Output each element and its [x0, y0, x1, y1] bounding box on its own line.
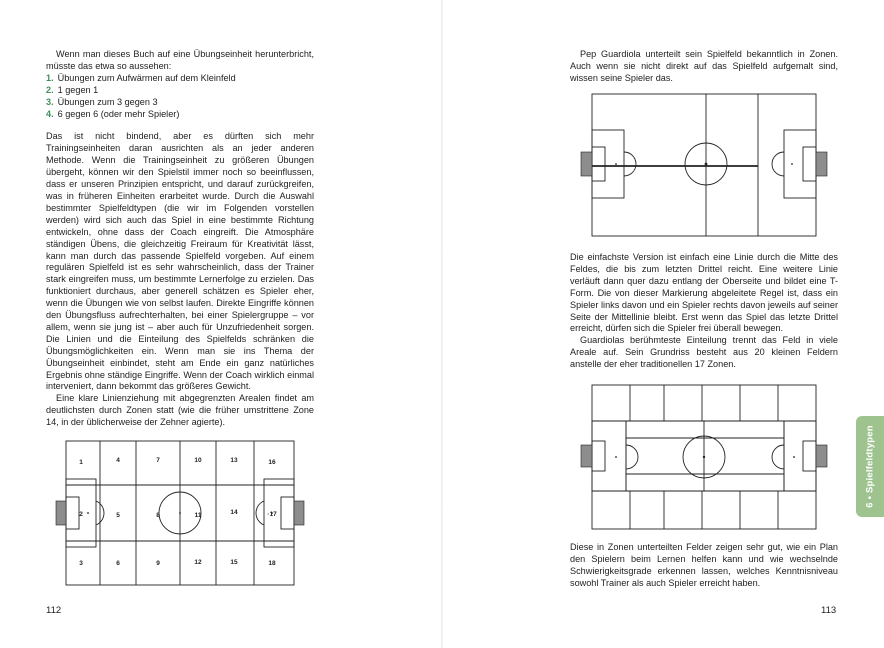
page-number-left: 112: [46, 605, 62, 616]
zone-pitch-20: [578, 383, 832, 531]
right-text-column-top: [570, 49, 838, 85]
zone-label: 13: [230, 457, 238, 464]
list-text: 6 gegen 6 (oder mehr Spieler): [57, 108, 180, 119]
zone-label: 3: [79, 560, 83, 567]
zone-label: 12: [194, 559, 202, 566]
zone-label: 7: [156, 457, 160, 464]
exercise-list: [46, 73, 314, 121]
list-number: 2.: [46, 84, 54, 95]
zone-label: 1: [79, 459, 83, 466]
zone-label: 6: [116, 560, 120, 567]
zone-label: 11: [194, 512, 202, 519]
list-number: 4.: [46, 108, 54, 119]
list-number: 1.: [46, 72, 54, 83]
right-text-column-bottom: [570, 542, 838, 590]
list-item: [46, 73, 314, 85]
zone-label: 18: [268, 560, 276, 567]
goal-right: [816, 152, 827, 176]
zone-label: ·17: [267, 511, 277, 518]
right-paragraph-4: Diese in Zonen unterteilten Felder zeigen sehr gut, wie ein Plan den Spielern beim Lernen helfen kann und wie wechselnde Schwierigkeitsgrade erkennen lassen, welches Kenntnisniveau sowohl Trainer als auch Spieler erreicht haben.: [570, 542, 838, 588]
chapter-tab: [856, 416, 884, 517]
goal-right: [294, 501, 304, 525]
zone-label: 4: [116, 457, 120, 464]
list-text: 1 gegen 1: [57, 84, 99, 95]
chapter-tab-label: 6 • Spielfeldtypen: [864, 425, 876, 508]
zone-label: 8: [156, 512, 160, 519]
list-item: [46, 109, 314, 121]
zone-label: 15: [230, 559, 238, 566]
pitch-outline: [592, 94, 816, 236]
pitch-t-form: [578, 92, 832, 239]
zone-label: 10: [194, 457, 202, 464]
page-gutter: [441, 0, 443, 648]
right-paragraph-3: Guardiolas berühmteste Einteilung trennt das Feld in viele Areale auf. Sein Grundriss besteht aus 20 kleinen Feldern anstelle der eher traditionellen 17 Zonen.: [570, 335, 838, 370]
right-paragraph-1: Pep Guardiola unterteilt sein Spielfeld bekanntlich in Zonen. Auch wenn sie nicht direkt auf das Spielfeld aufgemalt sind, wissen seine Spieler das.: [570, 49, 838, 83]
left-text-column: [46, 49, 314, 429]
zone-label: 16: [268, 459, 276, 466]
list-text: Übungen zum 3 gegen 3: [57, 96, 158, 107]
right-paragraph-2: Die einfachste Version ist einfach eine Linie durch die Mitte des Feldes, die bis zum letzten Drittel reicht. Eine weitere Linie verläuft dann quer dazu entlang der Oberseite und bildet eine T-Form. Die von dieser Markierung abgeleitete Regel ist, dass ein Spieler links davon und ein Spieler rechts davon jeweils auf seiner Seite der Mittellinie bleibt. Erst wenn das Spiel das letzte Drittel erreicht, dürfen sich die Spieler frei überall bewegen.: [570, 252, 838, 334]
goal-left: [581, 445, 592, 467]
left-paragraph-1: Das ist nicht bindend, aber es dürften sich mehr Trainingseinheiten daran ausrichten als an jeder anderen Methode. Wenn die Trainingseinheit zu größeren Übungen übergeht, können wir den Spielstil immer noch so beeinflussen, dass er unseren Prinzipien entspricht, und darauf zurückgreifen, was in früheren Einheiten erarbeitet wurde. Durch die Auswahl bestimmter Spielfeldtypen (die wir im Folgenden vorstellen werden) wird sich auch das Spiel in eine bestimmte Richtung entwickeln, ohne dass der Coach eingreift. Die Atmosphäre ständigen Übens, die gleichzeitig Freiraum für Kreativität lässt, kann man durch das passende Spielfeld vorgeben. Auf einem regulären Spielfeld ist es sehr wahrscheinlich, dass der Trainer stark eingreifen muss, um bestimmte Lernerfolge zu erzielen. Das funktioniert durchaus, aber generell schätzen es Spieler eher, wenn die Übungen wie von selbst laufen. Direkte Eingriffe können den Übungsfluss aufrechterhalten, bei einer Spielergruppe – vor allem, wenn sie jung ist – aber auch für Unzufriedenheit sorgen. Die Linien und die Einteilung des Spielfelds schränken die Übungsmöglichkeiten ein. Wenn man sie ins Thema der Übungseinheit einbindet, steht am Ende ein ganz natürliches Ergebnis ohne ständige Eingriffe. Wenn der Coach wirklich einmal interveniert, dann bekommt das größeres Gewicht.: [46, 131, 314, 392]
left-paragraph-2: Eine klare Linienziehung mit abgegrenzten Arealen findet am deutlichsten durch Zonen statt (wie die früher umstrittene Zone 14, in der üblicherweise der Zehner agierte).: [46, 393, 314, 428]
list-text: Übungen zum Aufwärmen auf dem Kleinfeld: [57, 72, 236, 83]
left-intro: Wenn man dieses Buch auf eine Übungseinheit herunterbricht, müsste das etwa so aussehen:: [46, 49, 314, 71]
goal-left: [56, 501, 66, 525]
goal-left: [581, 152, 592, 176]
list-item: [46, 85, 314, 97]
zone-label: 14: [230, 509, 238, 516]
zone-label: 2: [79, 511, 83, 518]
zone-pitch-18: [52, 439, 308, 589]
list-item: [46, 97, 314, 109]
zone-label: 9: [156, 560, 160, 567]
list-number: 3.: [46, 96, 54, 107]
page-number-right: 113: [821, 605, 837, 616]
right-text-column-middle: [570, 252, 838, 371]
zone-label: 5: [116, 512, 120, 519]
goal-right: [816, 445, 827, 467]
